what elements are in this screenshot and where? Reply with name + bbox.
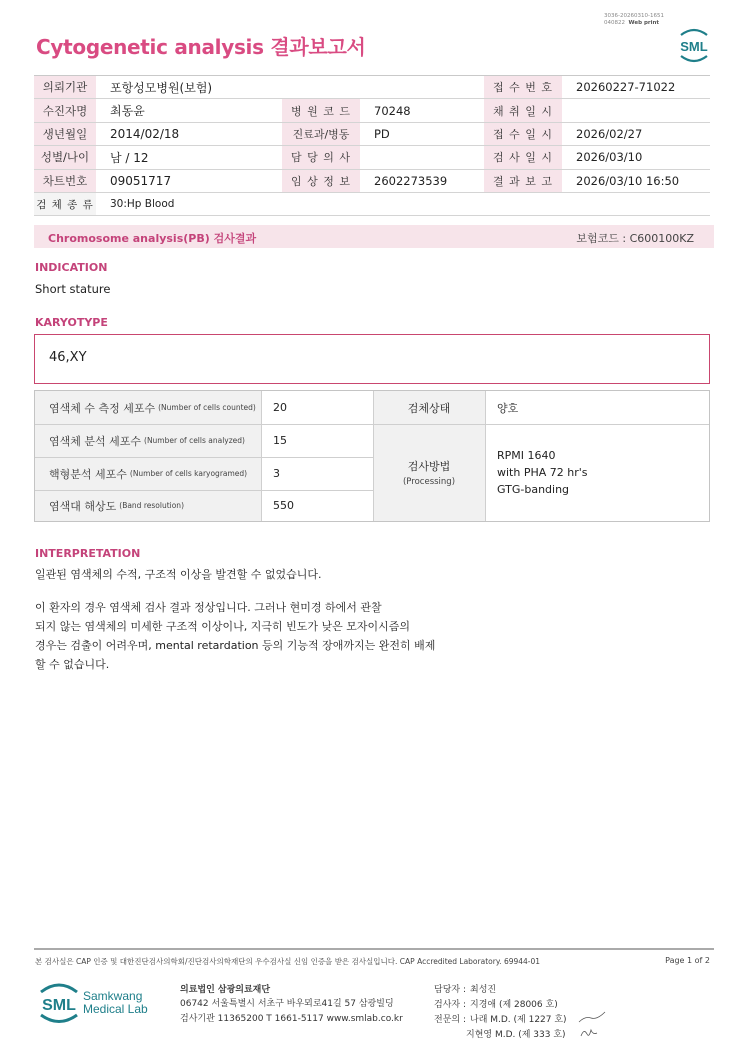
interpretation-heading: INTERPRETATION <box>35 547 141 560</box>
info-row <box>34 122 710 145</box>
footer-divider <box>34 948 714 950</box>
grid-line <box>35 424 373 425</box>
grid-line <box>35 457 373 458</box>
requesting-org-label: 의뢰기관 <box>34 76 96 99</box>
org-address: 06742 서울특별시 서초구 바우뫼로41길 57 삼광빌딩 <box>180 999 394 1009</box>
band-resolution-label: 염색대 해상도 (Band resolution) <box>35 490 261 521</box>
samkwang-logo <box>36 980 152 1026</box>
patient-info-table <box>34 75 710 216</box>
indication-text: Short stature <box>35 282 111 296</box>
chart-no-label: 차트번호 <box>34 169 96 192</box>
doctor-label: 담 당 의 사 <box>282 146 360 169</box>
karyotype-heading: KARYOTYPE <box>35 316 108 329</box>
report-date-value: 2026/03/10 16:50 <box>562 169 710 192</box>
report-title: Cytogenetic analysis 결과보고서 <box>36 35 366 59</box>
result-section-bar <box>34 225 714 248</box>
requesting-org-value: 포항성모병원(보험) <box>96 76 484 99</box>
staff-name: 지경애 (제 28006 호) <box>470 1000 558 1010</box>
staff-name: 나래 M.D. (제 1227 호) <box>470 1015 567 1025</box>
info-row <box>34 169 710 192</box>
info-row <box>34 99 710 122</box>
staff-name: 지현영 M.D. (제 333 호) <box>466 1030 566 1040</box>
hospital-code-label: 병 원 코 드 <box>282 99 360 122</box>
accreditation-note: 본 검사실은 CAP 인증 및 대한진단검사의학회/진단검사의학재단의 우수검사실 신임 인증을 받은 검사실입니다. CAP Accredited Laboratory. 69944-01 <box>35 957 541 966</box>
info-row <box>34 146 710 169</box>
staff-name: 최성진 <box>470 985 497 995</box>
department-value: PD <box>360 122 484 145</box>
processing-line: GTG-banding <box>497 483 570 496</box>
patient-name-label: 수진자명 <box>34 99 96 122</box>
interpretation-line: 되지 않는 염색체의 미세한 구조적 이상이나, 지극히 빈도가 낮은 모자이시즘의 <box>35 620 410 633</box>
processing-line: RPMI 1640 <box>497 449 556 462</box>
clinical-info-label: 임 상 정 보 <box>282 169 360 192</box>
grid-line <box>485 391 486 521</box>
result-section-title: Chromosome analysis(PB) 검사결과 <box>48 232 257 245</box>
receipt-date-value: 2026/02/27 <box>562 122 710 145</box>
processing-line: with PHA 72 hr's <box>497 466 588 479</box>
department-label: 진료과/병동 <box>282 122 360 145</box>
info-row <box>34 192 710 215</box>
logo-text: SML <box>680 39 708 54</box>
interpretation-summary: 일관된 염색체의 수적, 구조적 이상을 발견할 수 없었습니다. <box>35 568 322 581</box>
collection-date-value <box>562 99 710 122</box>
indication-heading: INDICATION <box>35 261 108 274</box>
patient-name-value: 최동윤 <box>96 99 282 122</box>
cells-karyogramed-label: 핵형분석 세포수 (Number of cells karyogramed) <box>35 457 261 490</box>
page-number: Page 1 of 2 <box>665 956 710 965</box>
cells-counted-label: 염색체 수 측정 세포수 (Number of cells counted) <box>35 391 261 424</box>
sex-age-label: 성별/나이 <box>34 146 96 169</box>
staff-role: 검사자 : <box>434 1000 466 1010</box>
cells-counted-value: 20 <box>273 401 287 414</box>
specimen-status-value: 양호 <box>497 401 519 415</box>
sml-logo-icon <box>675 27 713 65</box>
collection-date-label: 채 취 일 시 <box>484 99 562 122</box>
processing-label: 검사방법 (Processing) <box>373 424 485 521</box>
birth-date-label: 생년월일 <box>34 122 96 145</box>
cells-analyzed-value: 15 <box>273 434 287 447</box>
svg-text:SML: SML <box>42 997 76 1014</box>
interpretation-line: 할 수 없습니다. <box>35 658 110 671</box>
chart-no-value: 09051717 <box>96 169 282 192</box>
org-name: 의료법인 삼광의료재단 <box>180 985 271 995</box>
grid-line <box>373 391 374 521</box>
analysis-grid <box>34 390 710 522</box>
sml-footer-logo-icon <box>36 980 82 1026</box>
cells-karyogramed-value: 3 <box>273 467 280 480</box>
receipt-no-value: 20260227-71022 <box>562 76 710 99</box>
sex-age-value: 남 / 12 <box>96 146 282 169</box>
print-code-line1: 3036-20260310-1651 <box>604 13 664 19</box>
print-code <box>604 13 664 27</box>
karyotype-box <box>34 334 710 384</box>
hospital-code-value: 70248 <box>360 99 484 122</box>
web-print-label: Web print <box>628 20 660 26</box>
receipt-no-label: 접 수 번 호 <box>484 76 562 99</box>
interpretation-detail <box>35 598 435 674</box>
specimen-type-label: 검 체 종 류 <box>34 192 96 215</box>
test-date-value: 2026/03/10 <box>562 146 710 169</box>
insurance-code: 보험코드 : C600100KZ <box>576 232 694 245</box>
test-date-label: 검 사 일 시 <box>484 146 562 169</box>
specimen-status-label: 검체상태 <box>373 391 485 424</box>
band-resolution-value: 550 <box>273 499 294 512</box>
processing-value <box>485 424 709 521</box>
clinical-info-value: 2602273539 <box>360 169 484 192</box>
karyotype-value: 46,XY <box>49 350 87 365</box>
print-code-line2: 040822 <box>604 20 625 26</box>
report-date-label: 결 과 보 고 <box>484 169 562 192</box>
info-row <box>34 76 710 99</box>
cells-analyzed-label: 염색체 분석 세포수 (Number of cells analyzed) <box>35 424 261 457</box>
org-contact: 검사기관 11365200 T 1661-5117 www.smlab.co.kr <box>180 1014 403 1024</box>
grid-line <box>261 391 262 521</box>
interpretation-line: 이 환자의 경우 염색체 검사 결과 정상입니다. 그러나 현미경 하에서 관찰 <box>35 601 382 614</box>
staff-role: 전문의 : <box>434 1015 466 1025</box>
interpretation-line: 경우는 검출이 어려우며, mental retardation 등의 기능적 장애까지는 완전히 배제 <box>35 639 436 652</box>
grid-line <box>373 424 709 425</box>
receipt-date-label: 접 수 일 시 <box>484 122 562 145</box>
birth-date-value: 2014/02/18 <box>96 122 282 145</box>
lab-name: Samkwang Medical Lab <box>83 989 148 1016</box>
grid-line <box>35 490 373 491</box>
specimen-type-value: 30:Hp Blood <box>96 192 710 215</box>
staff-role: 담당자 : <box>434 985 466 995</box>
doctor-value <box>360 146 484 169</box>
signature-icon <box>575 1008 609 1042</box>
